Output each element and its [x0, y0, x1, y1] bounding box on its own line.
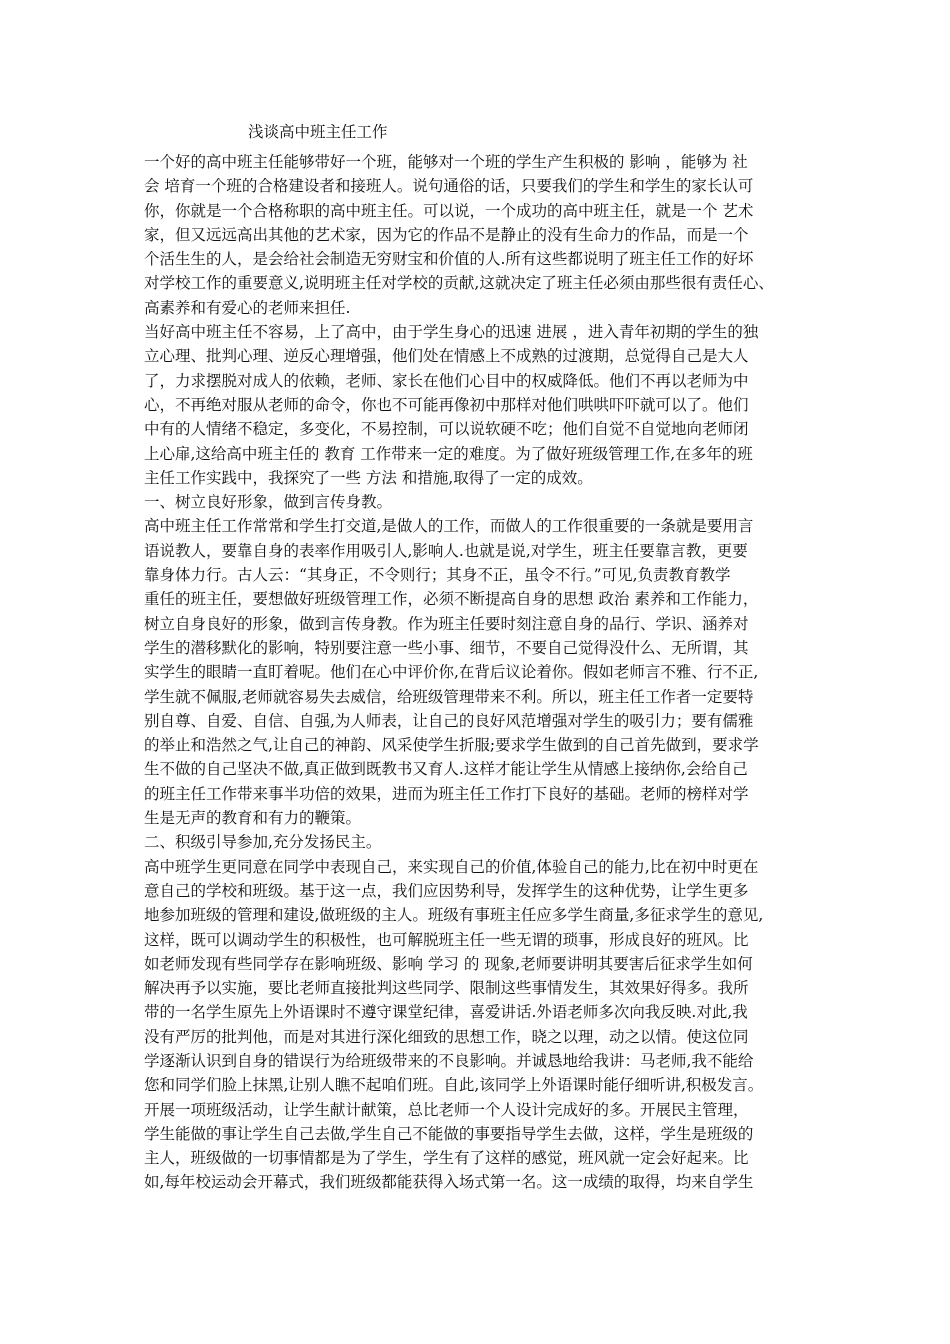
text-line: 主任工作实践中，我探究了一些 方法 和措施,取得了一定的成效。 [144, 468, 593, 487]
text-line: 立心理、批判心理、逆反心理增强，他们处在情感上不成熟的过渡期，总觉得自己是大人 [144, 347, 749, 366]
text-line: 当好高中班主任不容易，上了高中，由于学生身心的迅速 进展 ，进入青年初期的学生的独 [144, 323, 759, 342]
text-line: 生不做的自己坚决不做,真正做到既教书又育人.这样才能让学生从情感上接纳你,会给自己 [144, 760, 748, 779]
text-line: 树立自身良好的形象，做到言传身教。作为班主任要时刻注意自身的品行、学识、涵养对 [144, 614, 749, 633]
text-line: 一、树立良好形象，做到言传身教。 [144, 493, 393, 512]
text-line: 高素养和有爱心的老师来担任. [144, 298, 351, 317]
text-line: 上心扉,这给高中班主任的 教育 工作带来一定的难度。为了做好班级管理工作,在多年的班 [144, 444, 753, 463]
text-line: 个活生生的人，是会给社会制造无穷财宝和价值的人.所有这些都说明了班主任工作的好坏 [144, 250, 754, 269]
text-line: 没有严厉的批判他，而是对其进行深化细致的思想工作，晓之以理，动之以情。使这位同 [144, 1027, 749, 1046]
text-line: 对学校工作的重要意义,说明班主任对学校的贡献,这就决定了班主任必须由那些很有责任心、 [144, 274, 774, 293]
text-line: 您和同学们脸上抹黑,让别人瞧不起咱们班。自此,该同学上外语课时能仔细听讲,积极发言。 [144, 1076, 764, 1095]
text-line: 学生就不佩服,老师就容易失去威信，给班级管理带来不利。所以，班主任工作者一定要特 [144, 687, 754, 706]
text-line: 家，但又远远高出其他的艺术家，因为它的作品不是静止的没有生命力的作品，而是一个 [144, 225, 749, 244]
text-line: 带的一名学生原先上外语课时不遵守课堂纪律，喜爱讲话.外语老师多次向我反映.对此,我 [144, 1003, 748, 1022]
text-line: 语说教人，要靠自身的表率作用吸引人,影响人.也就是说,对学生，班主任要靠言教，更要 [144, 541, 748, 560]
text-line: 地参加班级的管理和建设,做班级的主人。班级有事班主任应多学生商量,多征求学生的意见, [144, 906, 764, 925]
text-line: 解决再予以实施，要比老师直接批判这些同学、限制这些事情发生，其效果好得多。我所 [144, 979, 749, 998]
text-line: 别自尊、自爱、自信、自强,为人师表，让自己的良好风范增强对学生的吸引力；要有儒雅 [144, 711, 754, 730]
text-line: 如,每年校运动会开幕式，我们班级都能获得入场式第一名。这一成绩的取得，均来自学生 [144, 1173, 754, 1192]
document-body [144, 150, 834, 1195]
text-line: 会 培育一个班的合格建设者和接班人。说句通俗的话，只要我们的学生和学生的家长认可 [144, 177, 754, 196]
text-line: 学逐渐认识到自身的错误行为给班级带来的不良影响。并诚恳地给我讲：马老师,我不能给 [144, 1051, 754, 1070]
text-line: 学生的潜移默化的影响，特别要注意一些小事、细节，不要自己觉得没什么、无所谓，其 [144, 638, 749, 657]
text-line: 高中班学生更同意在同学中表现自己，来实现自己的价值,体验自己的能力,比在初中时更在 [144, 857, 759, 876]
text-line: 这样，既可以调动学生的积极性，也可解脱班主任一些无谓的琐事，形成良好的班风。比 [144, 930, 749, 949]
text-line: 重任的班主任，要想做好班级管理工作，必须不断提高自身的思想 政治 素养和工作能力， [144, 590, 759, 609]
text-line: 学生能做的事让学生自己去做,学生自己不能做的事要指导学生去做，这样，学生是班级的 [144, 1124, 754, 1143]
text-line: 开展一项班级活动，让学生献计献策，总比老师一个人设计完成好的多。开展民主管理， [144, 1100, 749, 1119]
text-line: 意自己的学校和班级。基于这一点，我们应因势利导，发挥学生的这种优势，让学生更多 [144, 881, 749, 900]
text-line: 的举止和浩然之气,让自己的神韵、风采使学生折服;要求学生做到的自己首先做到，要求学 [144, 736, 759, 755]
text-line: 主人，班级做的一切事情都是为了学生，学生有了这样的感觉，班风就一定会好起来。比 [144, 1149, 749, 1168]
document-title: 浅谈高中班主任工作 [248, 123, 388, 141]
text-line: 实学生的眼睛一直盯着呢。他们在心中评价你,在背后议论着你。假如老师言不雅、行不正, [144, 663, 759, 682]
text-line: 生是无声的教育和有力的鞭策。 [144, 809, 362, 828]
text-line: 靠身体力行。古人云：“其身正，不令则行；其身不正，虽令不行。”可见,负责教育教学 [144, 566, 731, 585]
text-line: 中有的人情绪不稳定，多变化，不易控制，可以说软硬不吃；他们自觉不自觉地向老师闭 [144, 420, 749, 439]
text-line: 二、积级引导参加,充分发扬民主。 [144, 833, 382, 852]
text-line: 一个好的高中班主任能够带好一个班，能够对一个班的学生产生积极的 影响 ，能够为 社 [144, 153, 748, 171]
text-line: 的班主任工作带来事半功倍的效果，进而为班主任工作打下良好的基础。老师的榜样对学 [144, 784, 749, 803]
text-line: 了，力求摆脱对成人的依赖，老师、家长在他们心目中的权威降低。他们不再以老师为中 [144, 371, 749, 390]
text-line: 如老师发现有些同学存在影响班级、影响 学习 的 现象,老师要讲明其要害后征求学生如何 [144, 954, 753, 973]
text-line: 高中班主任工作常常和学生打交道,是做人的工作，而做人的工作很重要的一条就是要用言 [144, 517, 754, 536]
text-line: 心，不再绝对服从老师的命令，你也不可能再像初中那样对他们哄哄吓吓就可以了。他们 [144, 395, 749, 414]
text-line: 你，你就是一个合格称职的高中班主任。可以说，一个成功的高中班主任，就是一个 艺术 [144, 201, 754, 220]
